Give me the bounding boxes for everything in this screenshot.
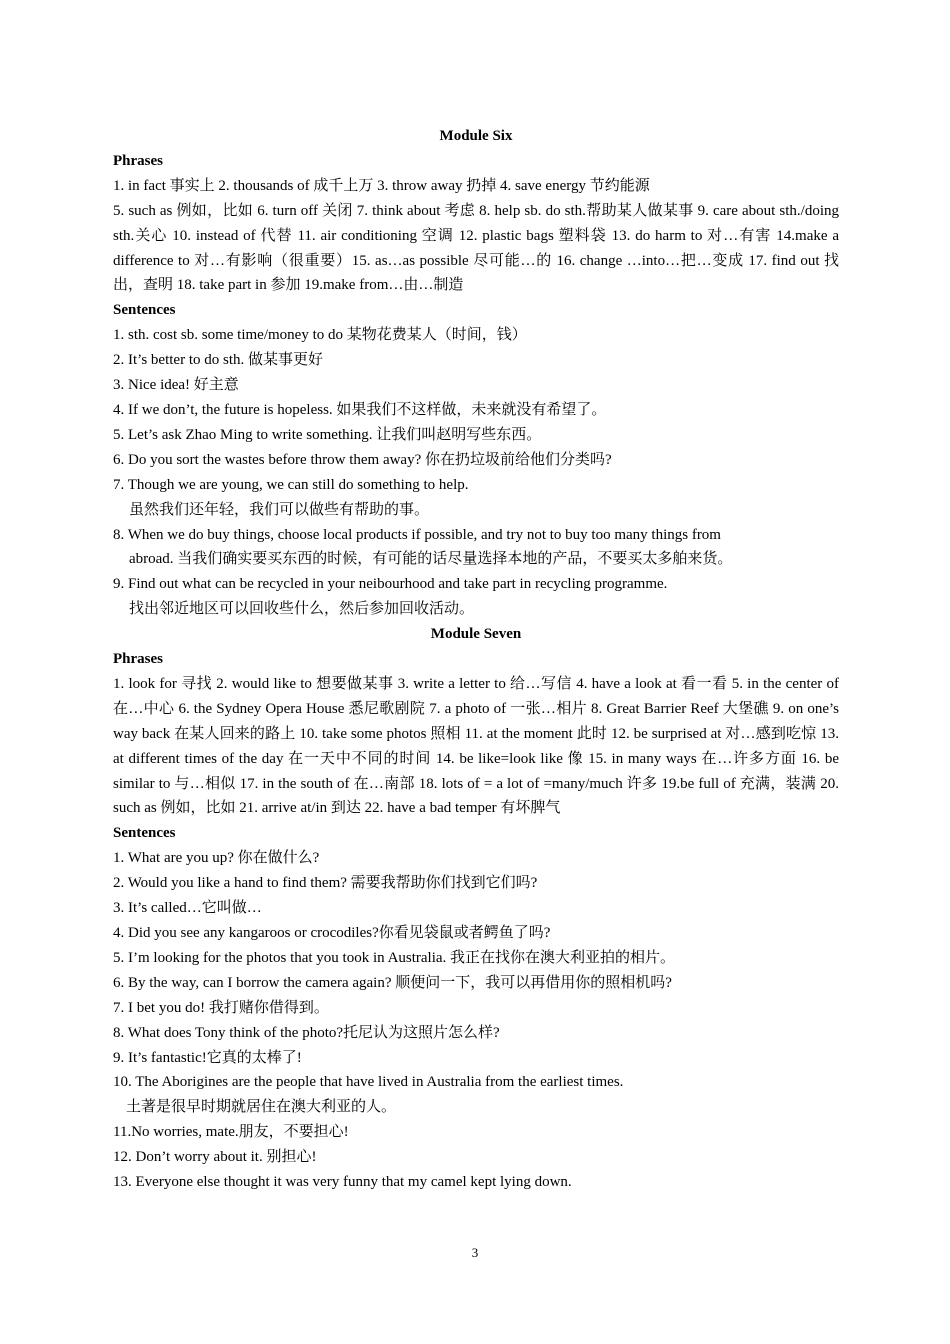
module-seven-phrases-heading: Phrases [113, 651, 163, 668]
sentence-10-chinese: 土著是很早时期就居住在澳大利亚的人。 [126, 1099, 397, 1116]
module-six-phrases-heading: Phrases [113, 152, 163, 169]
module-six-title: Module Six [439, 128, 513, 144]
module-seven-title: Module Seven [430, 626, 522, 643]
module-seven-sentences-heading: Sentences [113, 825, 176, 842]
sentence: 1. sth. cost sb. some time/money to do 某物花费某人（时间，钱） [113, 327, 527, 344]
sentence: 6. By the way, can I borrow the camera again? 顺便问一下，我可以再借用你的照相机吗? [113, 974, 672, 991]
sentence: 2. Would you like a hand to find them? 需要我帮助你们找到它们吗? [113, 875, 538, 892]
sentence: 3. It’s called…它叫做… [113, 900, 262, 917]
sentence-7-chinese: 虽然我们还年轻，我们可以做些有帮助的事。 [129, 501, 430, 518]
sentence: 1. What are you up? 你在做什么? [113, 850, 320, 867]
sentence: 9. It’s fantastic!它真的太棒了! [113, 1049, 302, 1066]
sentence: 7. I bet you do! 我打赌你借得到。 [113, 999, 329, 1016]
sentence: 2. It’s better to do sth. 做某事更好 [113, 352, 323, 369]
page-number: 3 [471, 1245, 479, 1260]
module-seven-sentence-list [113, 846, 839, 1070]
sentence: 3. Nice idea! 好主意 [113, 377, 239, 394]
sentence-10-english: 10. The Aborigines are the people that have lived in Australia from the earliest times. [113, 1074, 624, 1091]
module-six-sentences-heading: Sentences [113, 302, 176, 319]
sentence-8-english: 8. When we do buy things, choose local products if possible, and try not to buy too many things from [113, 526, 721, 543]
sentence-13: 13. Everyone else thought it was very funny that my camel kept lying down. [113, 1174, 572, 1191]
module-six-sentence-list [113, 323, 839, 472]
sentence: 6. Do you sort the wastes before throw them away? 你在扔垃圾前给他们分类吗? [113, 451, 612, 468]
sentence: 5. Let’s ask Zhao Ming to write something. 让我们叫赵明写些东西。 [113, 426, 542, 443]
module-seven-phrases-paragraph: 1. look for 寻找 2. would like to 想要做某事 3. write a letter to 给…写信 4. have a look at 看一看 5. in the center of 在…中心 6. the Sydney Opera House 悉尼歌剧院 7. a photo of 一张…相片 8. Great Barrier Reef 大堡礁 9. on one’s way back 在某人回来的路上 10. take some photos 照相 11. at the moment 此时 12. be surprised at 对…感到吃惊 13. at different times of the day 在一天中不同的时间 14. be like=look like 像 15. in many ways 在…许多方面 16. be similar to 与…相似 17. in the south of 在…南部 18. lots of = a lot of =many/much 许多 19.be full of 充满，装满 20. such as 例如，比如 21. arrive at/in 到达 22. have a bad temper 有坏脾气 [113, 675, 839, 817]
document-page [113, 124, 839, 1195]
sentence-9-english: 9. Find out what can be recycled in your neibourhood and take part in recycling programme. [113, 576, 668, 593]
sentence-7-english: 7. Though we are young, we can still do something to help. [113, 476, 469, 493]
sentence-8-continuation: abroad. 当我们确实要买东西的时候，有可能的话尽量选择本地的产品，不要买太多舶来货。 [129, 551, 733, 568]
sentence: 8. What does Tony think of the photo?托尼认为这照片怎么样? [113, 1024, 500, 1041]
sentence-11: 11.No worries, mate.朋友，不要担心! [113, 1124, 349, 1141]
sentence-9-chinese: 找出邻近地区可以回收些什么，然后参加回收活动。 [129, 601, 475, 618]
module-six-phrases-paragraph: 5. such as 例如，比如 6. turn off 关闭 7. think about 考虑 8. help sb. do sth.帮助某人做某事 9. care about sth./doing sth.关心 10. instead of 代替 11. air conditioning 空调 12. plastic bags 塑料袋 13. do harm to 对…有害 14.make a difference to 对…有影响（很重要）15. as…as possible 尽可能…的 16. change …into…把…变成 17. find out 找出，查明 18. take part in 参加 19.make from…由…制造 [113, 202, 839, 294]
sentence: 4. Did you see any kangaroos or crocodiles?你看见袋鼠或者鳄鱼了吗? [113, 925, 551, 941]
sentence: 4. If we don’t, the future is hopeless. 如果我们不这样做，未来就没有希望了。 [113, 401, 607, 418]
module-six-phrases-line1: 1. in fact 事实上 2. thousands of 成千上万 3. throw away 扔掉 4. save energy 节约能源 [113, 177, 650, 194]
sentence-12: 12. Don’t worry about it. 别担心! [113, 1149, 317, 1166]
sentence: 5. I’m looking for the photos that you took in Australia. 我正在找你在澳大利亚拍的相片。 [113, 949, 676, 966]
